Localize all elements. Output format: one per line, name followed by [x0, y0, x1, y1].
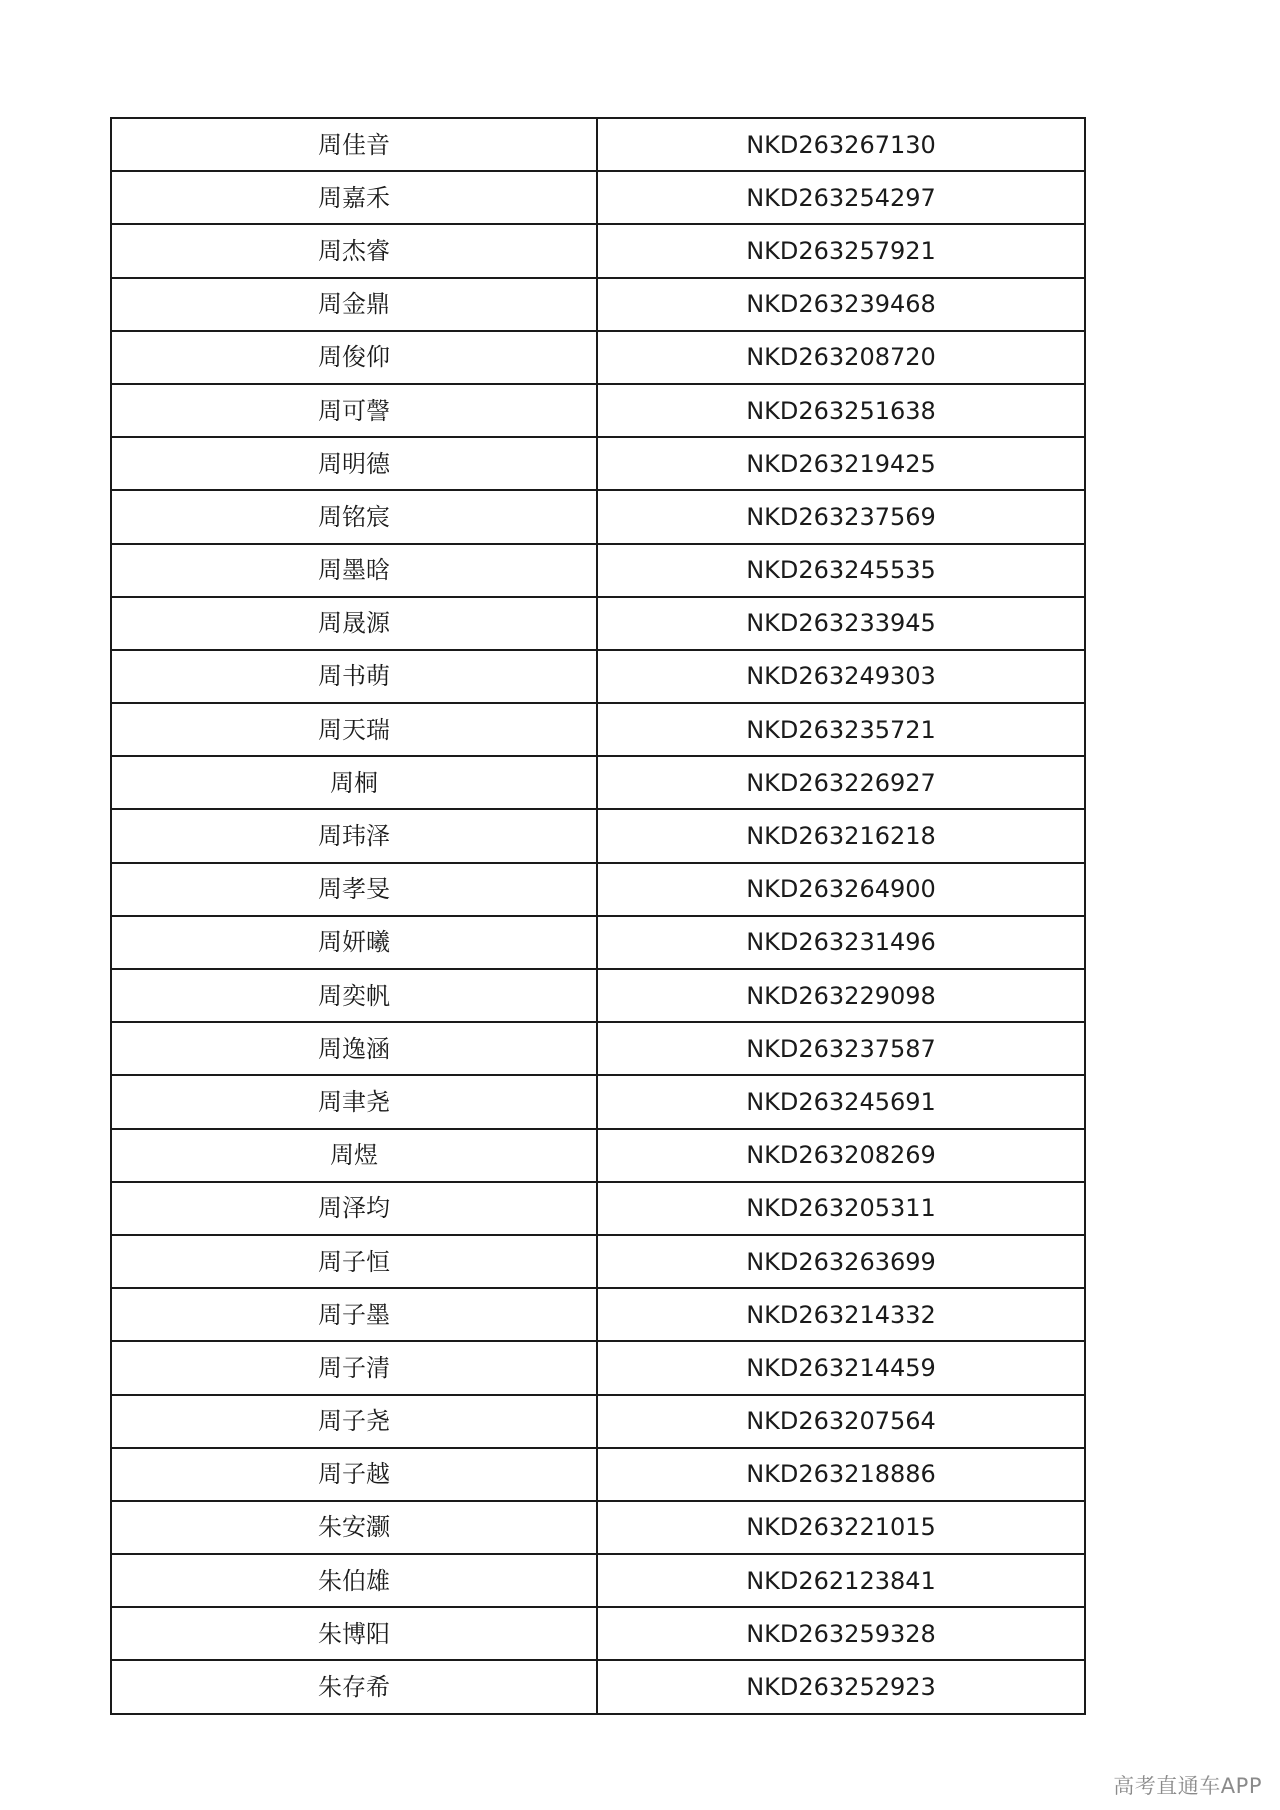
id-cell: NKD263264900 — [597, 863, 1085, 916]
name-cell: 周可謦 — [111, 384, 597, 437]
table-row — [111, 703, 1085, 756]
table-row — [111, 331, 1085, 384]
table-row — [111, 1395, 1085, 1448]
id-cell: NKD263205311 — [597, 1182, 1085, 1235]
name-cell: 周奕帆 — [111, 969, 597, 1022]
id-cell: NKD263219425 — [597, 437, 1085, 490]
id-cell: NKD263249303 — [597, 650, 1085, 703]
name-cell: 周子墨 — [111, 1288, 597, 1341]
name-cell: 周桐 — [111, 756, 597, 809]
id-cell: NKD263214332 — [597, 1288, 1085, 1341]
table-row — [111, 1182, 1085, 1235]
table-row — [111, 863, 1085, 916]
name-cell: 周佳音 — [111, 118, 597, 171]
id-cell: NKD263259328 — [597, 1607, 1085, 1660]
id-cell: NKD263267130 — [597, 118, 1085, 171]
name-cell: 周铭宸 — [111, 490, 597, 543]
id-cell: NKD263257921 — [597, 224, 1085, 277]
id-cell: NKD263208720 — [597, 331, 1085, 384]
id-cell: NKD263254297 — [597, 171, 1085, 224]
table-row — [111, 1660, 1085, 1713]
table-row — [111, 969, 1085, 1022]
id-cell: NKD263216218 — [597, 809, 1085, 862]
table-row — [111, 1448, 1085, 1501]
id-cell: NKD263239468 — [597, 278, 1085, 331]
name-cell: 周孝旻 — [111, 863, 597, 916]
id-cell: NKD263233945 — [597, 597, 1085, 650]
name-cell: 朱伯雄 — [111, 1554, 597, 1607]
table-row — [111, 1607, 1085, 1660]
name-cell: 周墨晗 — [111, 544, 597, 597]
table-row — [111, 650, 1085, 703]
table-row — [111, 1022, 1085, 1075]
name-cell: 周金鼎 — [111, 278, 597, 331]
name-cell: 朱博阳 — [111, 1607, 597, 1660]
id-cell: NKD263207564 — [597, 1395, 1085, 1448]
table-row — [111, 809, 1085, 862]
id-cell: NKD263252923 — [597, 1660, 1085, 1713]
name-cell: 周妍曦 — [111, 916, 597, 969]
table-row — [111, 1554, 1085, 1607]
table-row — [111, 224, 1085, 277]
id-cell: NKD263237587 — [597, 1022, 1085, 1075]
id-cell: NKD263231496 — [597, 916, 1085, 969]
name-cell: 周明德 — [111, 437, 597, 490]
id-cell: NKD263229098 — [597, 969, 1085, 1022]
id-cell: NKD263226927 — [597, 756, 1085, 809]
id-cell: NKD263221015 — [597, 1501, 1085, 1554]
id-cell: NKD263263699 — [597, 1235, 1085, 1288]
table-row — [111, 1288, 1085, 1341]
id-cell: NKD263218886 — [597, 1448, 1085, 1501]
table-row — [111, 384, 1085, 437]
table-row — [111, 437, 1085, 490]
name-cell: 周嘉禾 — [111, 171, 597, 224]
id-cell: NKD263208269 — [597, 1129, 1085, 1182]
name-cell: 周子恒 — [111, 1235, 597, 1288]
id-cell: NKD263251638 — [597, 384, 1085, 437]
name-cell: 周晟源 — [111, 597, 597, 650]
name-cell: 周煜 — [111, 1129, 597, 1182]
table-row — [111, 1075, 1085, 1128]
name-cell: 周天瑞 — [111, 703, 597, 756]
table-row — [111, 916, 1085, 969]
table-row — [111, 490, 1085, 543]
name-cell: 朱安灏 — [111, 1501, 597, 1554]
table-row — [111, 1341, 1085, 1394]
table-row — [111, 278, 1085, 331]
id-cell: NKD263245691 — [597, 1075, 1085, 1128]
table-row — [111, 1129, 1085, 1182]
name-cell: 周泽均 — [111, 1182, 597, 1235]
roster-table — [110, 117, 1086, 1715]
name-cell: 周聿尧 — [111, 1075, 597, 1128]
name-cell: 朱存希 — [111, 1660, 597, 1713]
id-cell: NKD263214459 — [597, 1341, 1085, 1394]
table-row — [111, 544, 1085, 597]
table-row — [111, 756, 1085, 809]
name-cell: 周玮泽 — [111, 809, 597, 862]
id-cell: NKD263237569 — [597, 490, 1085, 543]
table-row — [111, 171, 1085, 224]
name-cell: 周杰睿 — [111, 224, 597, 277]
name-cell: 周逸涵 — [111, 1022, 597, 1075]
name-cell: 周子越 — [111, 1448, 597, 1501]
table-row — [111, 597, 1085, 650]
table-row — [111, 1501, 1085, 1554]
id-cell: NKD263235721 — [597, 703, 1085, 756]
watermark: 高考直通车APP — [1113, 1774, 1262, 1798]
name-cell: 周子尧 — [111, 1395, 597, 1448]
table-row — [111, 118, 1085, 171]
id-cell: NKD263245535 — [597, 544, 1085, 597]
table-row — [111, 1235, 1085, 1288]
name-cell: 周子清 — [111, 1341, 597, 1394]
id-cell: NKD262123841 — [597, 1554, 1085, 1607]
roster-table-body — [111, 118, 1085, 1714]
name-cell: 周俊仰 — [111, 331, 597, 384]
name-cell: 周书萌 — [111, 650, 597, 703]
